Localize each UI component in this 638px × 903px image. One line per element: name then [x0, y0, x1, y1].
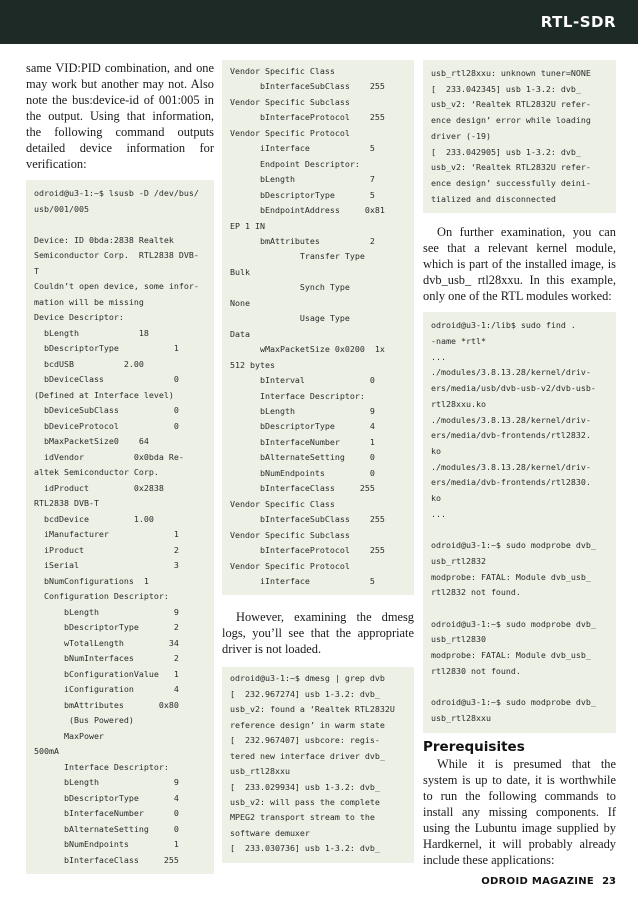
- code-block-dmesg-continued: usb_rtl28xxu: unknown tuner=NONE [ 233.042345] usb 1-3.2: dvb_ usb_v2: ‘Realtek RTL2832U refer- ence design’ error while loading driver (-19) [ 233.042905] usb 1-3.2: dvb_ usb_v2: ‘Realtek RTL2832U refer- ence design’ successfully deini- tialized and disconnected: [423, 60, 616, 213]
- magazine-name: ODROID MAGAZINE: [481, 876, 595, 887]
- body-paragraph: While it is presumed that the system is up to date, it is worthwhile to run the following commands to install any missing components. If using the Lubuntu image supplied by Hardkernel, it will probably already include these applications:: [423, 756, 616, 867]
- body-paragraph: same VID:PID combination, and one may work but another may not. Also note the bus:device-id of 001:005 in the output. Using that information, the following command outputs detailed device information for verification:: [26, 61, 214, 171]
- page-footer: [481, 876, 616, 887]
- code-block-find-modprobe: odroid@u3-1:/lib$ sudo find . -name *rtl* ... ./modules/3.8.13.28/kernel/driv- ers/media/usb/dvb-usb-v2/dvb-usb- rtl28xxu.ko ./modules/3.8.13.28/kernel/driv- ers/media/dvb-frontends/rtl2832. ko ./modules/3.8.13.28/kernel/driv- ers/media/dvb-frontends/rtl2830. ko ... odroid@u3-1:~$ sudo modprobe dvb_ usb_rtl2832 modprobe: FATAL: Module dvb_usb_ rtl2832 not found. odroid@u3-1:~$ sudo modprobe dvb_ usb_rtl2830 modprobe: FATAL: Module dvb_usb_ rtl2830 not found. odroid@u3-1:~$ sudo modprobe dvb_ usb_rtl28xxu: [423, 312, 616, 732]
- column-3: [423, 60, 616, 868]
- column-2: [222, 60, 414, 863]
- section-title: RTL-SDR: [540, 13, 616, 31]
- code-block-dmesg: odroid@u3-1:~$ dmesg | grep dvb [ 232.967274] usb 1-3.2: dvb_ usb_v2: found a ‘Realtek RTL2832U reference design’ in warm state [ 232.967407] usbcore: regis- tered new interface driver dvb_ usb_rtl28xxu [ 233.029934] usb 1-3.2: dvb_ usb_v2: will pass the complete MPEG2 transport stream to the software demuxer [ 233.030736] usb 1-3.2: dvb_: [222, 667, 414, 862]
- page-number: 23: [602, 876, 616, 887]
- section-header-bar: [0, 0, 638, 44]
- body-paragraph: However, examining the dmesg logs, you’ll see that the appropriate driver is not loaded.: [222, 610, 414, 657]
- column-1: [26, 60, 214, 874]
- body-paragraph: On further examination, you can see that a relevant kernel module, which is part of the installed image, is dvb_usb_ rtl28xxu. In this example, only one of the RTL modules worked:: [423, 225, 616, 304]
- section-heading: Prerequisites: [423, 738, 525, 755]
- code-block-descriptor-continued: Vendor Specific Class bInterfaceSubClass 255 Vendor Specific Subclass bInterfaceProtocol 255 Vendor Specific Protocol iInterface 5 Endpoint Descriptor: bLength 7 bDescriptorType 5 bEndpointAddress 0x81 EP 1 IN bmAttributes 2 Transfer Type Bulk Synch Type None Usage Type Data wMaxPacketSize 0x0200 1x 512 bytes bInterval 0 Interface Descriptor: bLength 9 bDescriptorType 4 bInterfaceNumber 1 bAlternateSetting 0 bNumEndpoints 0 bInterfaceClass 255 Vendor Specific Class bInterfaceSubClass 255 Vendor Specific Subclass bInterfaceProtocol 255 Vendor Specific Protocol iInterface 5: [222, 60, 414, 595]
- code-block-lsusb: odroid@u3-1:~$ lsusb -D /dev/bus/ usb/001/005 Device: ID 0bda:2838 Realtek Semiconductor Corp. RTL2838 DVB- T Couldn’t open device, some infor- mation will be missing Device Descriptor: bLength 18 bDescriptorType 1 bcdUSB 2.00 bDeviceClass 0 (Defined at Interface level) bDeviceSubClass 0 bDeviceProtocol 0 bMaxPacketSize0 64 idVendor 0x0bda Re- altek Semiconductor Corp. idProduct 0x2838 RTL2838 DVB-T bcdDevice 1.00 iManufacturer 1 iProduct 2 iSerial 3 bNumConfigurations 1 Configuration Descriptor: bLength 9 bDescriptorType 2 wTotalLength 34 bNumInterfaces 2 bConfigurationValue 1 iConfiguration 4 bmAttributes 0x80 (Bus Powered) MaxPower 500mA Interface Descriptor: bLength 9 bDescriptorType 4 bInterfaceNumber 0 bAlternateSetting 0 bNumEndpoints 1 bInterfaceClass 255: [26, 180, 214, 874]
